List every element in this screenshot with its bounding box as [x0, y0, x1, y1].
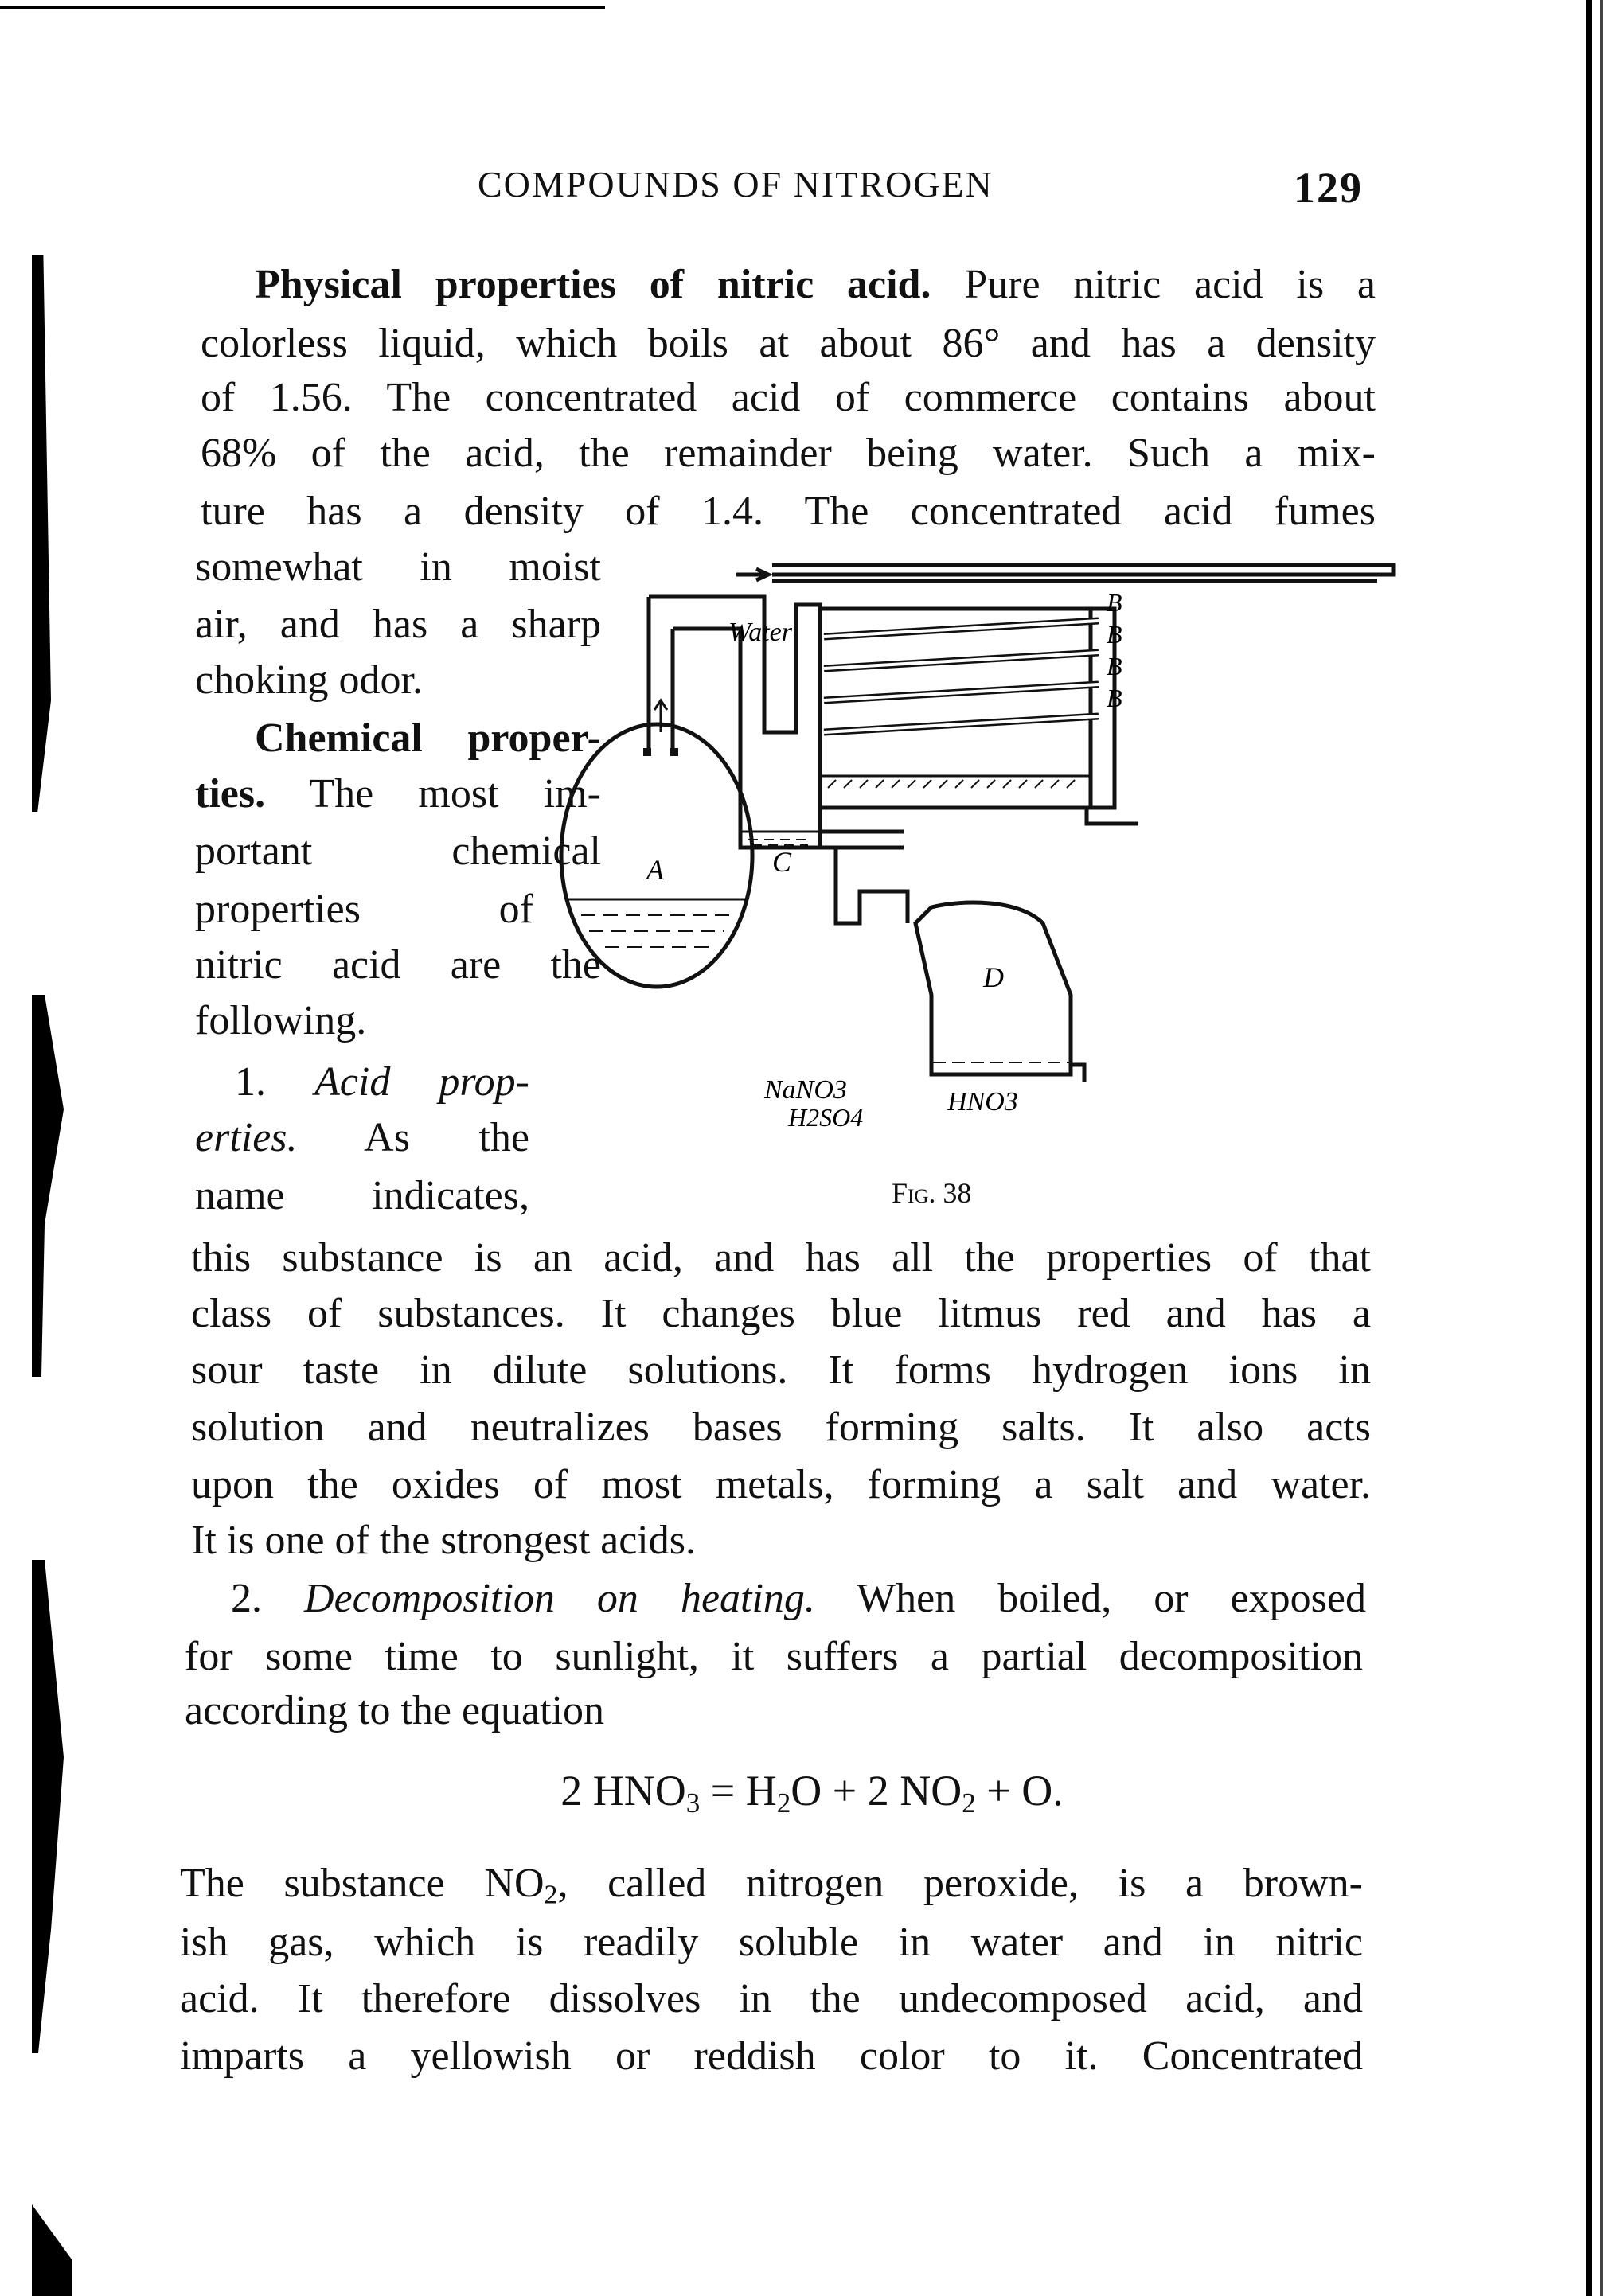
- text-run: portant chemical: [195, 828, 601, 874]
- water-pipe: [772, 565, 1393, 581]
- text-line: [185, 1682, 693, 1740]
- text-line: [255, 256, 1376, 314]
- text-run: The substance NO: [180, 1861, 545, 1906]
- text-run: sour taste in dilute solutions. It forms hydrogen ions in: [191, 1347, 1371, 1393]
- label-b2: B: [1107, 620, 1122, 649]
- label-water: Water: [728, 618, 792, 647]
- text-line: [180, 1914, 1363, 1971]
- text-run: of 1.56. The concentrated acid of commerce contains about: [201, 375, 1376, 420]
- label-nano3: NaNO3: [764, 1075, 847, 1105]
- text-run: imparts a yellowish or reddish color to it. Concentrated: [180, 2033, 1363, 2079]
- subscript: 3: [685, 1787, 701, 1818]
- text-run: nitric acid are the: [195, 942, 601, 988]
- text-run: Chemical proper-: [255, 715, 601, 761]
- scan-edge-mark: [32, 1560, 64, 2053]
- text-line: [195, 823, 601, 880]
- text-run: ture has a density of 1.4. The concentrated acid fumes: [201, 489, 1376, 534]
- equation: [0, 1762, 1624, 1819]
- text-run: name indicates,: [195, 1173, 529, 1218]
- text-line: [195, 766, 601, 823]
- text-run: As the: [297, 1115, 529, 1160]
- text-line: [201, 425, 1376, 482]
- label-hno3: HNO3: [947, 1087, 1018, 1117]
- subscript: 2: [776, 1787, 791, 1818]
- text-line: [195, 596, 601, 653]
- text-run: air, and has a sharp: [195, 602, 601, 647]
- text-run: The most im-: [265, 771, 601, 817]
- running-title: COMPOUNDS OF NITROGEN: [478, 164, 994, 205]
- text-line: [201, 369, 1376, 427]
- figure-38-apparatus: [541, 549, 1441, 1170]
- text-run: O + 2 NO: [791, 1767, 962, 1815]
- text-line: [191, 1399, 1371, 1456]
- text-run: + O.: [975, 1767, 1064, 1815]
- text-line: [195, 992, 398, 1050]
- scan-edge-mark: [32, 255, 51, 812]
- text-run: erties.: [195, 1115, 298, 1160]
- text-line: [235, 1054, 529, 1111]
- text-line: [201, 315, 1376, 372]
- text-run: colorless liquid, which boils at about 86° and has a density: [201, 321, 1376, 366]
- text-run: When boiled, or exposed: [814, 1576, 1366, 1621]
- text-run: choking odor.: [195, 657, 423, 703]
- label-h2so4: H2SO4: [788, 1103, 864, 1132]
- text-run: acid. It therefore dissolves in the undecomposed acid, and: [180, 1976, 1363, 2021]
- subscript: 2: [962, 1787, 976, 1818]
- text-line: [195, 1167, 529, 1225]
- text-line: [191, 1230, 1371, 1287]
- text-run: class of substances. It changes blue litmus red and has a: [191, 1291, 1371, 1336]
- water-arrow: [736, 569, 768, 580]
- text-line: [195, 539, 601, 596]
- subscript: 2: [544, 1880, 558, 1910]
- figure-caption: Fig. 38: [892, 1177, 972, 1209]
- text-line: [231, 1570, 1366, 1627]
- text-run: according to the equation: [185, 1688, 605, 1733]
- text-line: [191, 1285, 1371, 1343]
- text-run: Acid prop-: [314, 1059, 529, 1105]
- text-line: [180, 2028, 1363, 2085]
- text-line: [191, 1512, 812, 1569]
- text-run: Pure nitric acid is a: [931, 262, 1376, 307]
- text-run: 1.: [235, 1059, 315, 1105]
- scan-edge-mark: [32, 995, 64, 1377]
- text-run: Physical properties of nitric acid.: [255, 262, 931, 307]
- text-line: [191, 1456, 1371, 1514]
- text-line: [180, 1855, 1363, 1912]
- scan-edge-line: [1586, 0, 1592, 2296]
- label-b1: B: [1107, 588, 1122, 617]
- text-run: Decomposition on heating.: [304, 1576, 815, 1621]
- scan-edge-line: [1600, 0, 1603, 2296]
- text-line: [185, 1628, 1363, 1686]
- flow-arrow: [654, 700, 667, 732]
- scan-top-line: [0, 6, 605, 9]
- text-line: [195, 881, 533, 938]
- text-run: somewhat in moist: [195, 544, 601, 590]
- label-d: D: [983, 961, 1004, 993]
- text-run: this substance is an acid, and has all the properties of that: [191, 1235, 1371, 1281]
- text-line: [195, 1109, 529, 1167]
- text-line: [195, 937, 601, 994]
- text-run: properties of: [195, 887, 533, 932]
- label-b3: B: [1107, 652, 1122, 680]
- text-run: for some time to sunlight, it suffers a partial decomposition: [185, 1634, 1363, 1679]
- label-a: A: [646, 854, 664, 886]
- page-number: 129: [1294, 164, 1363, 212]
- text-run: It is one of the strongest acids.: [191, 1518, 696, 1563]
- text-run: ties.: [195, 771, 266, 817]
- scan-edge-mark: [32, 2204, 72, 2296]
- text-run: upon the oxides of most metals, forming a salt and water.: [191, 1462, 1371, 1507]
- label-c: C: [772, 846, 792, 878]
- text-run: = H: [700, 1767, 777, 1815]
- text-run: 2 HNO: [560, 1767, 686, 1815]
- text-run: solution and neutralizes bases forming salts. It also acts: [191, 1405, 1371, 1450]
- text-line: [201, 483, 1376, 540]
- text-line: [195, 652, 478, 709]
- text-run: 2.: [231, 1576, 305, 1621]
- absorption-tower: [820, 609, 1091, 808]
- text-run: 68% of the acid, the remainder being water. Such a mix-: [201, 431, 1376, 476]
- text-line: [180, 1971, 1363, 2028]
- text-run: following.: [195, 998, 367, 1043]
- label-b4: B: [1107, 684, 1122, 712]
- text-line: [191, 1342, 1371, 1399]
- text-run: , called nitrogen peroxide, is a brown-: [557, 1861, 1363, 1906]
- text-run: ish gas, which is readily soluble in water and in nitric: [180, 1920, 1363, 1965]
